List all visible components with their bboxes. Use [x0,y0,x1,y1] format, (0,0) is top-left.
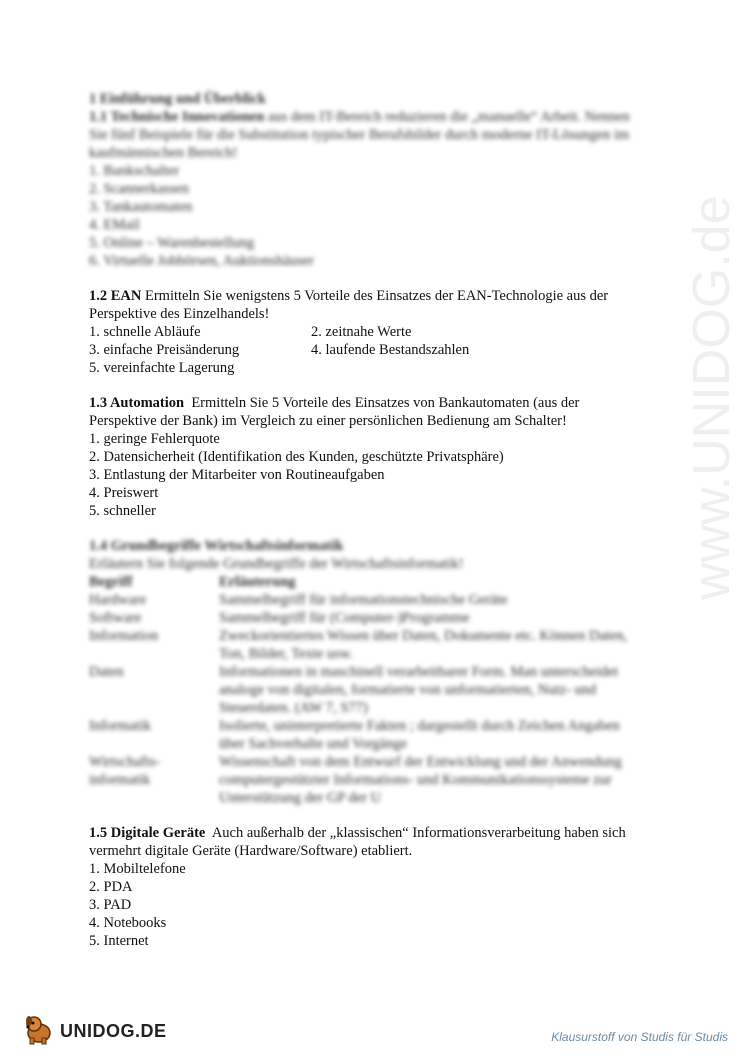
list-item: 1. Mobiltelefone [89,861,186,877]
list-item: 2. Datensicherheit (Identifikation des Kunden, geschützte Privatsphäre) [89,449,504,465]
list-item: 3. PAD [89,897,132,913]
question-1-5 [89,824,649,860]
list-item: 3. einfache Preisänderung [89,342,240,358]
question-text: Auch außerhalb der „klassischen“ Informationsverarbeitung haben sich vermehrt digitale Geräte (Hardware/Software) etabliert. [89,825,626,859]
list-item: 3. Entlastung der Mitarbeiter von Routineaufgaben [89,467,385,483]
definition-cell: Sammelbegriff für informationstechnische Geräte [219,592,508,608]
definition-cell: Sammelbegriff für (Computer-)Programme [219,610,470,626]
list-item: 5. vereinfachte Lagerung [89,360,235,376]
list-item: 2. Scannerkassen [89,181,189,197]
term-cell: Informatik [89,718,152,734]
question-heading: 1.2 EAN [89,288,142,304]
footer-tagline: Klausurstoff von Studis für Studis [551,1030,728,1044]
section-1 [89,90,649,270]
answer-row [89,323,649,341]
section-1-2 [89,287,649,377]
question-1-1 [89,108,649,162]
definition-cell: Isolierte, uninterpretierte Fakten ; dargestellt durch Zeichen Angaben über Sachverhalte und Vorgänge [219,718,620,752]
section-1-3 [89,394,649,520]
table-header: Begriff [89,574,133,590]
logo-text: UNIDOG.DE [60,1021,167,1041]
question-heading: 1.4 Grundbegriffe Wirtschaftsinformatik [89,538,344,554]
question-text: Ermitteln Sie wenigstens 5 Vorteile des Einsatzes der EAN-Technologie aus der Perspektive des Einzelhandels! [89,288,609,322]
question-heading: 1.1 Technische Innovationen [89,109,265,125]
list-item: 4. Preiswert [89,485,159,501]
section-1-4 [89,537,649,807]
list-item: 2. zeitnahe Werte [311,324,412,340]
list-item: 6. Virtuelle Jobbörsen, Auktionshäuser [89,253,314,269]
list-item: 5. Online – Warenbestellung [89,235,255,251]
definition-cell: Informationen in maschinell verarbeitbarer Form. Man unterscheidet analoge von digitalen, formatierte von unformatierten, Nutz- und Steuerdaten. (AW 7, S77) [219,664,619,716]
term-cell: Software [89,610,142,626]
question-text: aus dem IT-Bereich reduzieren die „manuelle“ Arbeit. Nennen Sie fünf Beispiele für die Substitution typischer Berufsbilder durch moderne IT-Lösungen im kaufmännischen Bereich! [89,109,630,161]
question-text: Ermitteln Sie 5 Vorteile des Einsatzes von Bankautomaten (aus der Perspektive der Bank) im Vergleich zu einer persönlichen Bedienung am Schalter! [89,395,580,429]
list-item: 1. schnelle Abläufe [89,324,201,340]
list-item: 4. Notebooks [89,915,167,931]
question-heading: 1.5 Digitale Geräte [89,825,206,841]
term-cell: Hardware [89,592,147,608]
question-text: Erläutern Sie folgende Grundbegriffe der Wirtschaftsinformatik! [89,556,464,572]
definition-cell: Wissenschaft von dem Entwurf der Entwicklung und der Anwendung computergestützter Informations- und Kommunikationssysteme zur Unterstützung der GP der U [219,754,622,806]
question-heading: 1.3 Automation [89,395,185,411]
list-item: 5. Internet [89,933,149,949]
dog-icon [22,1012,56,1051]
list-item: 2. PDA [89,879,133,895]
definition-cell: Zweckorientiertes Wissen über Daten, Dokumente etc. Können Daten, Ton, Bilder, Texte usw. [219,628,628,662]
watermark: www.UNIDOG.de [683,195,741,600]
term-cell: Wirtschafts-informatik [89,754,161,788]
list-item: 5. schneller [89,503,156,519]
term-cell: Information [89,628,159,644]
question-1-2 [89,287,649,323]
unidog-logo [22,1012,167,1051]
list-item: 4. EMail [89,217,140,233]
chapter-title: 1 Einführung und Überblick [89,91,266,107]
list-item: 3. Tankautomaten [89,199,193,215]
table-header: Erläuterung [219,574,296,590]
section-1-5 [89,824,649,950]
term-cell: Daten [89,664,124,680]
document-body [89,90,649,967]
terms-table [89,573,649,807]
list-item: 1. Bankschalter [89,163,180,179]
list-item: 4. laufende Bestandszahlen [311,342,470,358]
question-1-3 [89,394,649,430]
list-item: 1. geringe Fehlerquote [89,431,220,447]
answer-row [89,341,649,359]
